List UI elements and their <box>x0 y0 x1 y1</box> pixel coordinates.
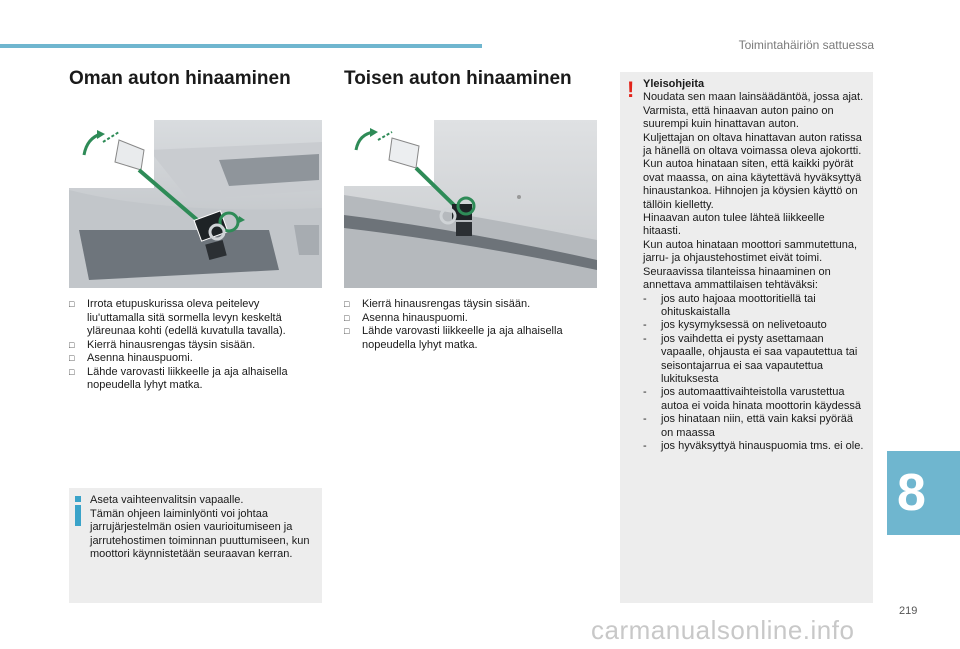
step-text: Lähde varovasti liikkeelle ja aja alhaisella nopeudella lyhyt matka. <box>362 325 563 351</box>
square-bullet-icon: □ <box>69 366 75 377</box>
list-item-text: jos hyväksyttyä hinauspuomia tms. ei ole. <box>661 439 864 452</box>
professional-towing-list <box>643 293 865 454</box>
warning-paragraph: Varmista, että hinaavan auton paino on suurempi kuin hinattavan auton. <box>643 104 834 131</box>
info-line: Tämän ohjeen laiminlyönti voi johtaa jarrujärjestelmän osien vaurioitumiseen ja jarrutehostimen toiminnan puuttumiseen, kun moottori käynnistetään seuraavan kerran. <box>90 507 310 560</box>
square-bullet-icon: □ <box>344 312 350 323</box>
list-item <box>643 440 865 453</box>
dash-bullet: - <box>643 292 647 305</box>
list-item <box>643 333 865 387</box>
list-item <box>69 339 319 353</box>
info-line: Aseta vaihteenvalitsin vapaalle. <box>90 494 244 506</box>
dash-bullet: - <box>643 332 647 345</box>
step-text: Kierrä hinausrengas täysin sisään. <box>87 338 256 351</box>
list-item <box>643 413 865 440</box>
front-bumper-photo <box>69 120 322 288</box>
warning-paragraph: Seuraavissa tilanteissa hinaaminen on annettava ammattilaisen tehtäväksi: <box>643 265 831 292</box>
step-text: Asenna hinauspuomi. <box>362 311 468 324</box>
warning-paragraph: Noudata sen maan lainsäädäntöä, jossa ajat. <box>643 91 864 104</box>
list-item <box>643 319 865 332</box>
list-item-text: jos automaattivaihteistolla varustettua autoa ei voida hinata moottorin käydessä <box>661 386 861 412</box>
warning-paragraph: Kun autoa hinataan moottori sammutettuna, jarru- ja ohjaustehostimet eivät toimi. <box>643 238 858 265</box>
square-bullet-icon: □ <box>344 299 350 309</box>
dash-bullet: - <box>643 386 647 399</box>
list-item <box>643 293 865 320</box>
step-text: Kierrä hinausrengas täysin sisään. <box>362 298 531 310</box>
list-item <box>69 298 319 339</box>
square-bullet-icon: □ <box>344 326 350 336</box>
own-car-steps <box>69 298 319 393</box>
list-item-text: jos kysymyksessä on nelivetoauto <box>661 319 827 332</box>
list-item <box>344 325 599 352</box>
heading-other-car-towing: Toisen auton hinaaminen <box>344 68 572 89</box>
step-text: Lähde varovasti liikkeelle ja aja alhaisella nopeudella lyhyt matka. <box>87 365 288 391</box>
info-box-neutral-gear <box>69 488 322 603</box>
step-text: Asenna hinauspuomi. <box>87 352 193 364</box>
list-item-text: jos vaihdetta ei pysty asettamaan vapaalle, ohjausta ei saa vapautettua tai seisontajarrua ei saa vapautettua lukituksesta <box>661 332 858 385</box>
watermark: carmanualsonline.info <box>591 615 855 645</box>
square-bullet-icon: □ <box>69 299 75 309</box>
list-item <box>69 352 319 366</box>
list-item <box>643 386 865 413</box>
info-icon <box>75 496 81 526</box>
list-item <box>344 312 599 326</box>
chapter-tab: 8 <box>887 451 960 535</box>
list-item <box>344 298 599 312</box>
other-car-steps <box>344 298 599 352</box>
heading-own-car-towing: Oman auton hinaaminen <box>69 68 291 89</box>
warning-icon: ! <box>627 77 635 102</box>
page-number: 219 <box>899 605 918 617</box>
list-item-text: jos auto hajoaa moottoritiellä tai ohituskaistalla <box>661 292 816 318</box>
dash-bullet: - <box>643 439 647 452</box>
list-item <box>69 366 319 393</box>
warning-paragraph: Kuljettajan on oltava hinattavan auton ratissa ja hänellä on oltava voimassa oleva ajokortti. <box>643 131 862 158</box>
dash-bullet: - <box>643 413 647 426</box>
header-accent-bar <box>0 44 482 48</box>
list-item-text: jos hinataan niin, että vain kaksi pyörää on maassa <box>661 413 854 439</box>
warning-paragraph: Kun autoa hinataan siten, että kaikki pyörät ovat maassa, on aina käytettävä hyväksyttyä hinaustankoa. Hihnojen ja köysien käyttö on tällöin kielletty. <box>643 158 862 211</box>
rear-bumper-photo <box>344 120 597 288</box>
dash-bullet: - <box>643 319 647 332</box>
square-bullet-icon: □ <box>69 339 75 350</box>
warning-title: Yleisohjeita <box>643 78 705 90</box>
square-bullet-icon: □ <box>69 353 75 363</box>
warning-box-general-instructions <box>620 72 873 603</box>
section-title: Toimintahäiriön sattuessa <box>738 38 874 52</box>
warning-paragraph: Hinaavan auton tulee lähteä liikkeelle hitaasti. <box>643 212 825 238</box>
step-text: Irrota etupuskurissa oleva peitelevy liu'uttamalla sitä sormella levyn keskeltä yläreunaa kohti (edellä kuvatulla tavalla). <box>87 298 286 337</box>
